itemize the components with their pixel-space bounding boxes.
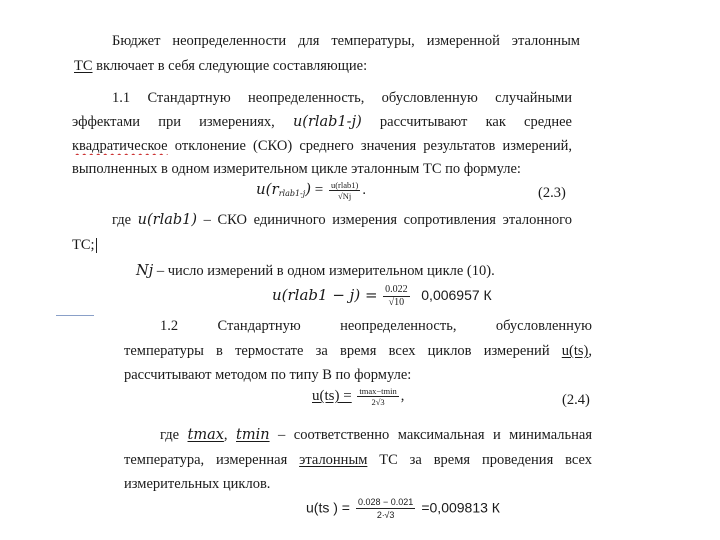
math-inline: tmax <box>187 427 224 443</box>
line-text: эффектами при измерениях, <box>72 114 293 130</box>
section-1-2-line-2 <box>124 342 592 360</box>
calc-fraction <box>383 284 410 309</box>
calc-numerator: 0.028 − 0.021 <box>358 497 414 507</box>
equation-number-2-4: (2.4) <box>562 392 590 408</box>
eq-denominator: √Nj <box>338 191 352 202</box>
eq-denominator: 2√3 <box>371 397 385 407</box>
calc-numerator: 0.022 <box>385 284 408 295</box>
calc-lhs: u(ts ) = <box>306 499 350 516</box>
section-1-1-heading: 1.1 Стандартную неопределенность, обусловленную случайными <box>112 90 572 106</box>
line-text: – число измерений в одном измерительном цикле (10). <box>153 263 495 279</box>
math-inline: u(rlab1) <box>137 212 198 228</box>
calc-denominator: √10 <box>388 297 405 308</box>
line-text: , <box>223 427 237 443</box>
intro-line-2 <box>74 57 367 75</box>
where-line-1-cont <box>72 236 97 254</box>
line-text: где <box>160 427 188 443</box>
line-text: – СКО единичного измерения сопротивления эталонного <box>197 212 572 228</box>
separator-line <box>56 315 94 316</box>
line-text: ТС за время проведения всех <box>367 452 592 468</box>
calc-result: 0,006957 К <box>421 286 492 303</box>
text-cursor <box>96 238 97 253</box>
equation-number-2-3: (2.3) <box>538 185 566 201</box>
line-text: отклонение (СКО) среднего значения результатов измерений, <box>167 138 572 154</box>
eq-lhs-sub: rlab1-j <box>278 189 306 198</box>
eq-lhs: u(r <box>256 180 279 198</box>
eq-lhs: u(ts) = <box>312 387 352 404</box>
intro-line-1: Бюджет неопределенности для температуры, измеренной эталонным <box>112 33 580 49</box>
section-1-1-line-2 <box>72 113 572 131</box>
eq-comma: , <box>400 387 405 404</box>
line-text: рассчитывают как среднее <box>361 114 572 130</box>
line-text: температуры в термостате за время всех циклов измерений <box>124 343 562 359</box>
section-1-1-line-3 <box>72 137 572 155</box>
section-1-1-line-4: выполненных в одном измерительном цикле эталонным ТС по формуле: <box>72 161 521 177</box>
where-line-2 <box>136 262 495 280</box>
equation-2-4 <box>312 386 404 407</box>
calc-fraction <box>356 496 415 521</box>
line-text: ТС; <box>72 237 95 253</box>
calc-denominator: 2∙√3 <box>376 510 395 520</box>
math-inline: u(rlab1-j) <box>292 114 362 130</box>
section-1-2-line-3: рассчитывают методом по типу В по формуле: <box>124 367 412 383</box>
math-inline: tmin <box>236 427 270 443</box>
where-2-line-3: измерительных циклов. <box>124 476 271 492</box>
calc-lhs: u(rlab1 − j) = <box>272 285 378 304</box>
eq-fraction <box>357 386 398 407</box>
where-2-line-1 <box>160 426 592 444</box>
line-text: , <box>588 343 592 359</box>
underlined-word: эталонным <box>299 452 368 468</box>
line-text: – соответственно максимальная и минимальная <box>269 427 592 443</box>
eq-fraction <box>329 180 360 201</box>
line-text: температура, измеренная <box>124 452 300 468</box>
where-2-line-2 <box>124 451 592 469</box>
math-inline: Nj <box>136 263 154 279</box>
equation-2-3: $u(r_{rlab1-j})$ = $\frac{\text{u(rlab1)}}{√Nj}$ . <box>256 180 366 202</box>
eq-lhs-end: ) <box>305 180 312 198</box>
calc-result: =0,009813 К <box>421 499 500 516</box>
calculation-2 <box>306 496 500 521</box>
intro-line-2-text: включает в себя следующие составляющие: <box>92 58 368 74</box>
spellcheck-word: квадратическое <box>72 138 168 154</box>
where-line-1 <box>112 211 572 229</box>
eq-numerator: tmax−tmin <box>359 386 397 396</box>
ts-abbrev: ТС <box>74 58 93 74</box>
section-1-2-heading: 1.2 Стандартную неопределенность, обусловленную <box>160 318 592 334</box>
ts-term: u(ts) <box>561 343 589 359</box>
calculation-1 <box>272 284 492 309</box>
eq-numerator: u(rlab1) <box>330 180 359 191</box>
line-text: где <box>112 212 138 228</box>
